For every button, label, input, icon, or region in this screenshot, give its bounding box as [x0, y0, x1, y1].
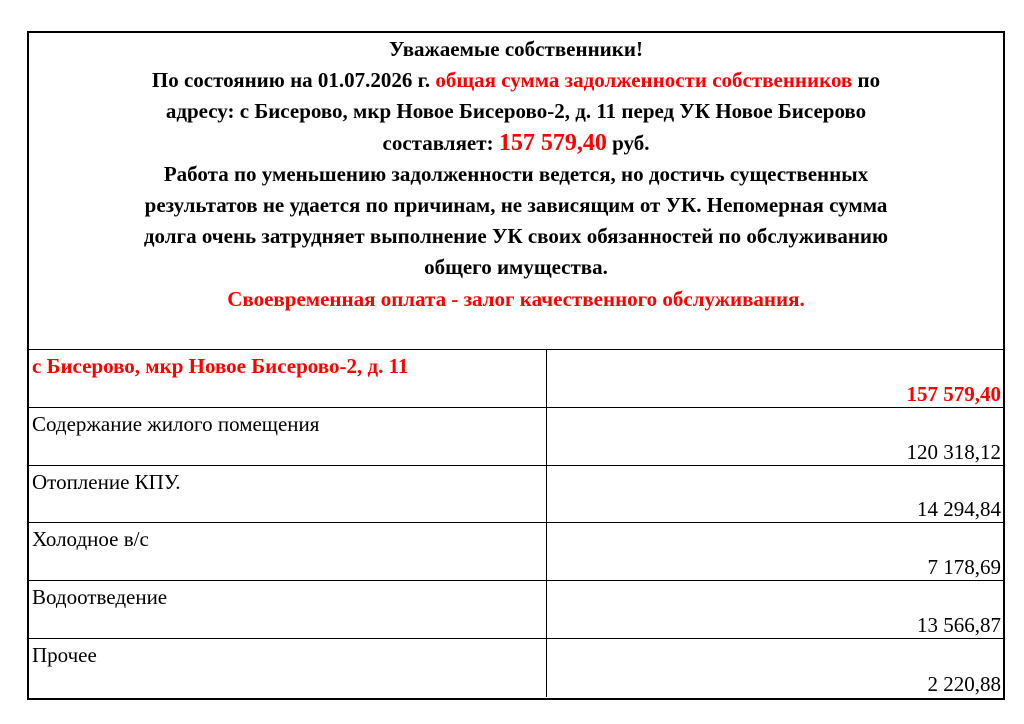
table-row: [29, 581, 1003, 639]
service-name: Холодное в/с: [32, 527, 149, 552]
column-divider: [546, 350, 547, 407]
notice-slogan: Своевременная оплата - залог качественного обслуживания.: [227, 286, 805, 311]
service-debt-value: 7 178,69: [927, 555, 1001, 580]
notice-address-line: адресу: с Бисерово, мкр Новое Бисерово-2, д. 11 перед УК Новое Бисерово: [165, 99, 867, 124]
service-name: Прочее: [32, 642, 97, 667]
notice-line-8: общего имущества.: [424, 255, 608, 280]
table-row: [29, 639, 1003, 697]
notice-amount-prefix: составляет:: [382, 130, 499, 155]
notice-amount-line: [29, 128, 1003, 159]
service-debt-value: 13 566,87: [917, 612, 1001, 637]
notice-total-debt-phrase: общая сумма задолженности собственников: [435, 68, 853, 93]
notice-block: [29, 33, 1003, 349]
service-name: Отопление КПУ.: [32, 469, 181, 494]
table-row: [29, 466, 1003, 524]
table-row: [29, 408, 1003, 466]
table-header-row: [29, 350, 1003, 408]
column-divider: [546, 466, 547, 523]
notice-line-2: [29, 65, 1003, 96]
service-debt-value: 120 318,12: [906, 439, 1001, 464]
notice-greeting: Уважаемые собственники!: [389, 37, 643, 61]
column-divider: [546, 639, 547, 697]
column-divider: [546, 581, 547, 638]
column-divider: [546, 523, 547, 580]
service-debt-value: 14 294,84: [917, 497, 1001, 522]
notice-line-6: результатов не удается по причинам, не зависящим от УК. Непомерная сумма: [144, 193, 888, 218]
notice-line-5: Работа по уменьшению задолженности ведется, но достичь существенных: [163, 161, 869, 186]
total-debt-value: 157 579,40: [906, 381, 1001, 406]
service-debt-value: 2 220,88: [927, 671, 1001, 696]
debt-notice-sheet: [27, 31, 1005, 700]
notice-total-amount: 157 579,40: [498, 129, 607, 156]
service-name: Водоотведение: [32, 585, 168, 610]
service-name: Содержание жилого помещения: [32, 411, 320, 436]
notice-amount-suffix: руб.: [606, 130, 650, 155]
notice-line-7: долга очень затрудняет выполнение УК своих обязанностей по обслуживанию: [143, 224, 889, 249]
notice-line-2-suffix: по: [852, 68, 881, 93]
notice-line-2-prefix: По состоянию на 01.07.2026 г.: [151, 68, 436, 93]
debt-breakdown-table: [29, 349, 1003, 697]
column-divider: [546, 408, 547, 465]
address-label: с Бисерово, мкр Новое Бисерово-2, д. 11: [32, 354, 409, 378]
table-row: [29, 523, 1003, 581]
